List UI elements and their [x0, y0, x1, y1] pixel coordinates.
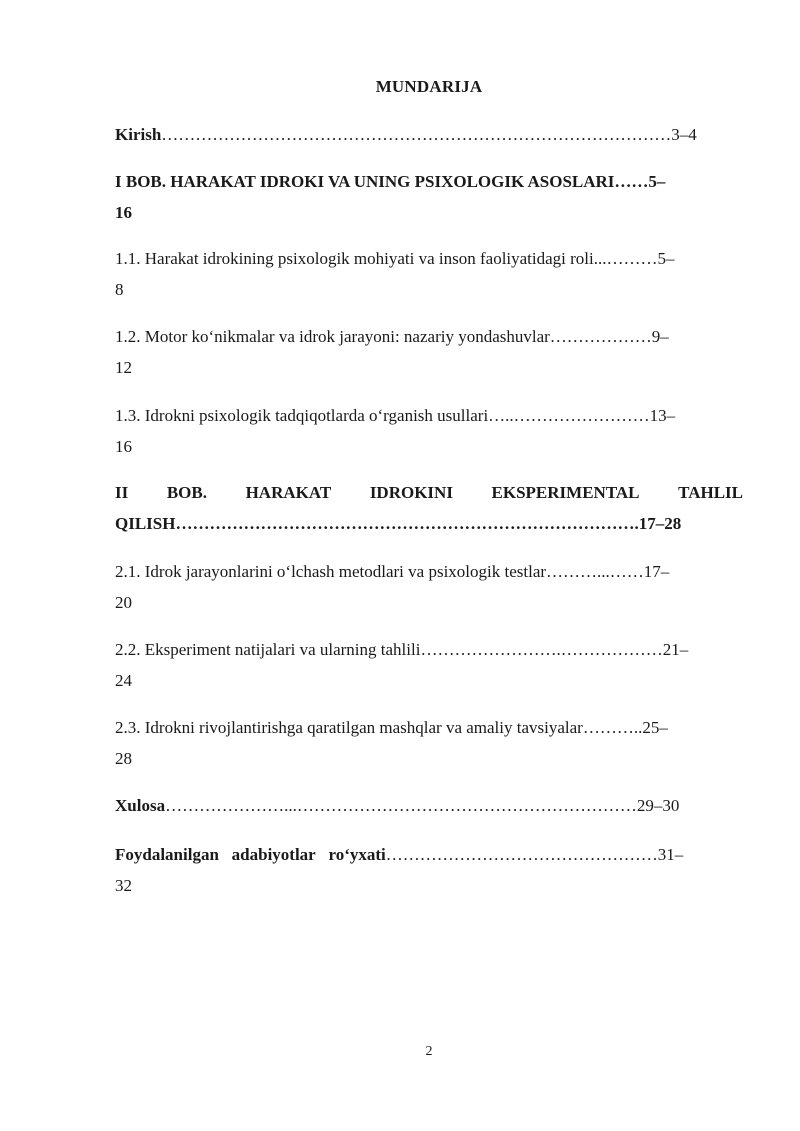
toc-entry-line	[115, 477, 743, 508]
toc-entry-line: Foydalanilgan adabiyotlar roʻyxati…………………………………………31–	[115, 845, 684, 864]
toc-entry-line-continued: 32	[115, 876, 132, 895]
toc-entry-line: 1.1. Harakat idrokining psixologik mohiyati va inson faoliyatidagi roli...………5–	[115, 249, 675, 268]
toc-entry-kirish	[115, 119, 743, 150]
toc-entry-line-continued: 28	[115, 749, 132, 768]
toc-entry-chapter-1	[115, 166, 743, 228]
toc-entry-line-continued: 20	[115, 593, 132, 612]
toc-word: BOB.	[166, 483, 207, 502]
toc-entry-line: 1.3. Idrokni psixologik tadqiqotlarda oʻrganish usullari…..……………………13–	[115, 406, 676, 425]
toc-entry-line-continued: 16	[115, 437, 132, 456]
toc-entry-1-1	[115, 243, 743, 305]
toc-entry-line: 1.2. Motor koʻnikmalar va idrok jarayoni: nazariy yondashuvlar………………9–	[115, 327, 669, 346]
toc-word: II	[115, 483, 129, 502]
toc-entry-line: 2.2. Eksperiment natijalari va ularning tahlili…………………….………………21–	[115, 640, 689, 659]
toc-word: HARAKAT	[245, 483, 332, 502]
toc-entry-bibliography	[115, 839, 743, 901]
toc-entry-line-continued: 8	[115, 280, 124, 299]
toc-entry-line-continued: 16	[115, 203, 132, 222]
page-number: 2	[425, 1044, 433, 1059]
toc-entry-line: Kirish………………………………………………………………………………3–4	[115, 125, 697, 144]
toc-entry-line-continued: 12	[115, 358, 132, 377]
toc-entry-2-1	[115, 556, 743, 618]
toc-entry-1-2	[115, 321, 743, 383]
toc-entry-line: 2.1. Idrok jarayonlarini oʻlchash metodlari va psixologik testlar………...……17–	[115, 562, 670, 581]
toc-entry-xulosa	[115, 790, 743, 821]
toc-entry-2-3	[115, 712, 743, 774]
toc-word: EKSPERIMENTAL	[491, 483, 640, 502]
toc-entry-1-3	[115, 400, 743, 462]
toc-entry-line-continued: QILISH……………………………………………………………………….17–28	[115, 514, 682, 533]
toc-entry-chapter-2	[115, 477, 743, 539]
toc-word: IDROKINI	[369, 483, 453, 502]
page-title: MUNDARIJA	[375, 77, 483, 96]
toc-entry-line: I BOB. HARAKAT IDROKI VA UNING PSIXOLOGIK ASOSLARI……5–	[115, 172, 666, 191]
toc-entry-line: Xulosa…………………...……………………………………………………29–30	[115, 796, 680, 815]
toc-entry-line: 2.3. Idrokni rivojlantirishga qaratilgan mashqlar va amaliy tavsiyalar………..25–	[115, 718, 668, 737]
toc-word: TAHLIL	[678, 483, 743, 502]
toc-entry-line-continued: 24	[115, 671, 132, 690]
toc-entry-2-2	[115, 634, 743, 696]
